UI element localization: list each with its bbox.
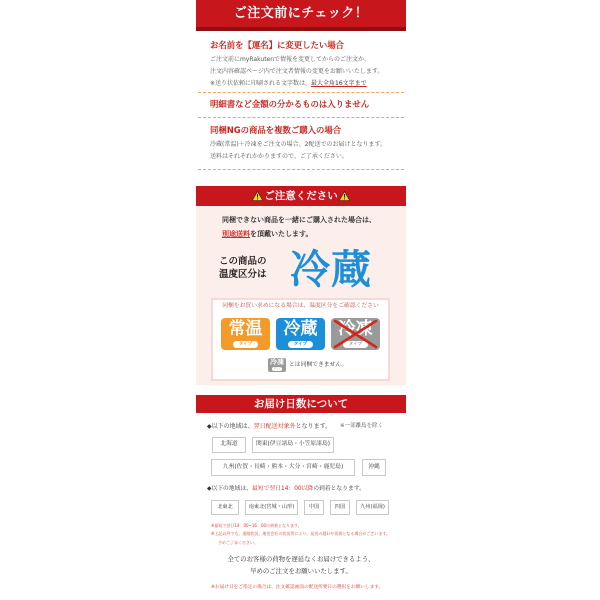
type-badge-ambient xyxy=(221,318,270,350)
no-invoice-title: 明細書など金額の分かるものは入りません xyxy=(210,99,370,109)
caution-banner xyxy=(196,186,406,206)
temp-label-line-1: この商品の xyxy=(219,256,267,267)
closing-line-2: 早めのご注文をお願いいたします。 xyxy=(250,567,352,575)
warning-icon xyxy=(339,191,350,201)
region-box: 九州(佐賀・長崎・熊本・大分・宮崎・鹿児島) xyxy=(211,459,355,476)
region-box: 四国 xyxy=(330,500,350,515)
type-badge-frozen xyxy=(331,318,380,350)
combine-check-box xyxy=(211,298,390,381)
lead-suffix: となります。 xyxy=(295,423,332,430)
delivery-date-footer-note: ※お届け日をご指定の場合は、注文確認画面の配送所要日の選択をお願いします。 xyxy=(211,585,384,590)
type-badge-sub: タイプ xyxy=(343,341,368,348)
type-badge-name: 常温 xyxy=(228,319,263,339)
caution-line-2-suffix: を頂戴いたします。 xyxy=(250,230,313,238)
delivery-days-title: お届け日数について xyxy=(253,397,349,410)
region-box: 南東北(宮城・山形) xyxy=(245,500,298,515)
temp-label-line-2: 温度区分は xyxy=(219,269,267,280)
check-header-title: ご注文前にチェック！ xyxy=(233,6,369,21)
delivery-note: ※上記以外でも、道路状況、運送会社の状況等により、発送の遅れや延着となる場合がございます。 xyxy=(211,531,391,536)
late-arrival-lead xyxy=(207,487,365,493)
dashed-divider xyxy=(198,169,404,170)
not-combinable-text: とは同梱できません。 xyxy=(289,362,348,368)
no-next-day-lead xyxy=(207,424,331,430)
type-badge-name: 冷凍 xyxy=(338,319,373,339)
delivery-note: ※最短で翌日14：00~16：00の到着となります。 xyxy=(211,523,302,528)
caution-line-2 xyxy=(222,231,312,238)
region-box: 九州(福岡) xyxy=(356,500,389,515)
not-allowed-cross-icon xyxy=(331,318,380,350)
caution-line-1: 同梱できない商品を一緒にご購入された場合は、 xyxy=(222,216,376,224)
mini-badge-sub: タイプ xyxy=(273,367,281,370)
region-box: 北東北 xyxy=(211,500,239,515)
name-change-line-2: 注文内容確認ページ内で注文者情報の変更をお願いいたします。 xyxy=(210,68,384,75)
type-badge-name: 冷蔵 xyxy=(283,319,318,339)
region-box: 沖縄 xyxy=(362,459,386,476)
lead-emphasis: 翌日配送対象外 xyxy=(253,423,296,430)
shop-info-column xyxy=(196,0,406,600)
region-box: 関東(伊豆諸島・小笠原諸島) xyxy=(252,437,334,453)
extra-shipping-emphasis: 別途送料 xyxy=(222,230,250,238)
delivery-note: 予めご了承ください。 xyxy=(218,540,258,545)
delivery-days-banner xyxy=(196,395,406,413)
region-box: 中国 xyxy=(304,500,324,515)
combine-check-note: 同梱をお買い求めになる場合は、温度区分をご確認ください xyxy=(222,303,379,309)
lead-prefix: ◆以下の地域は、 xyxy=(207,486,253,492)
lead-emphasis: 最短で翌日14：00以降 xyxy=(252,486,314,492)
type-badge-chilled xyxy=(276,318,325,350)
frozen-mini-badge xyxy=(268,358,286,372)
closing-line-1: 全てのお客様の荷物を遅延なくお届けできるよう、 xyxy=(227,555,375,563)
caution-banner-title: ご注意ください xyxy=(264,189,338,202)
dashed-divider xyxy=(198,92,404,93)
region-box: 北海道 xyxy=(212,437,246,453)
lead-prefix: ◆以下の地域は、 xyxy=(207,423,254,430)
type-badge-sub: タイプ xyxy=(233,341,258,348)
dashed-divider xyxy=(198,117,404,118)
warning-icon xyxy=(252,191,263,201)
name-change-title: お名前を【運名】に変更したい場合 xyxy=(210,40,344,50)
char-limit-emphasis: 最大全角16文字まで xyxy=(311,80,367,87)
name-change-line-1: ご注文前にmyRakutenで情報を変更してからのご注文か、 xyxy=(210,56,371,63)
name-change-line-3 xyxy=(210,81,367,87)
lead-suffix: の到着となります。 xyxy=(313,486,365,492)
char-limit-prefix: ※送り状依頼に印刷される文字数は、 xyxy=(210,80,312,87)
separate-shipping-line-1: 冷蔵(常温)＋冷凍をご注文の場合、2配送でのお届けとなります。 xyxy=(210,141,387,148)
temp-category-value: 冷蔵 xyxy=(290,247,372,293)
separate-shipping-title: 同梱NGの商品を複数ご購入の場合 xyxy=(210,125,342,135)
separate-shipping-line-2: 送料はそれぞれかかりますので、ご了承ください。 xyxy=(210,153,348,160)
remote-islands-note: ※一部離島を除く xyxy=(340,423,384,429)
type-badge-sub: タイプ xyxy=(288,341,313,348)
check-header-banner xyxy=(196,0,406,31)
mini-badge-name: 冷凍 xyxy=(270,358,284,366)
